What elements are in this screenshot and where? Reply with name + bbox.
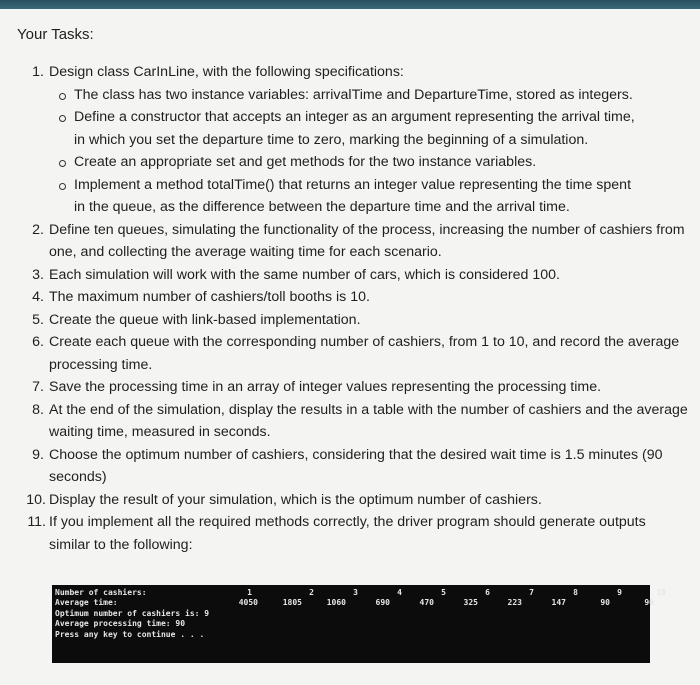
task-text: Each simulation will work with the same number of cars, which is considered 100. — [49, 266, 560, 283]
task-number: 7. — [32, 379, 44, 395]
average-time-value: 470 — [419, 598, 434, 607]
cashier-count: 1 — [247, 588, 252, 597]
task-item — [0, 399, 690, 444]
task-item — [0, 264, 690, 287]
subtask-text: Implement a method totalTime() that returns an integer value representing the time spent in the queue, as the difference between the departure time and the arrival time. — [74, 176, 632, 215]
page-title: Your Tasks: — [17, 26, 94, 43]
console-avg-label: Average time: — [55, 598, 118, 607]
cashier-count: 9 — [617, 588, 622, 597]
hollow-bullet-icon — [59, 183, 66, 190]
task-item — [0, 331, 690, 376]
task-number: 11. — [27, 514, 46, 530]
subtask-item — [49, 106, 690, 151]
task-item — [0, 219, 690, 264]
task-number: 6. — [32, 334, 44, 350]
task-list — [0, 61, 690, 556]
task-item — [0, 444, 690, 489]
cashier-count: 2 — [309, 588, 314, 597]
task-text: Save the processing time in an array of integer values representing the processing time. — [49, 379, 602, 395]
subtask-list — [49, 84, 690, 219]
subtask-text: The class has two instance variables: arrivalTime and DepartureTime, stored as integers. — [74, 86, 633, 103]
task-number: 8. — [32, 401, 44, 418]
average-time-value: 1805 — [282, 598, 302, 607]
cashier-count: 8 — [573, 588, 578, 597]
task-item — [0, 309, 690, 332]
console-output — [52, 585, 666, 663]
task-item — [0, 376, 690, 399]
average-time-value: 90 — [600, 598, 610, 607]
subtask-item — [49, 84, 690, 107]
task-number: 5. — [32, 311, 44, 328]
average-time-value: 690 — [375, 598, 390, 607]
task-item — [0, 286, 690, 309]
task-number: 1. — [32, 64, 44, 80]
task-number: 4. — [32, 289, 44, 305]
document-page — [0, 9, 700, 685]
average-time-value: 147 — [551, 598, 566, 607]
subtask-text: Create an appropriate set and get methods for the two instance variables. — [74, 154, 537, 170]
subtask-item — [49, 174, 690, 219]
task-item — [0, 61, 690, 219]
task-number: 10. — [26, 491, 46, 508]
task-text: Display the result of your simulation, which is the optimum number of cashiers. — [49, 491, 542, 508]
average-time-value: 223 — [507, 598, 522, 607]
task-text: Design class CarInLine, with the following specifications: — [49, 64, 404, 80]
average-time-value: 1060 — [326, 598, 346, 607]
task-number: 9. — [32, 446, 44, 463]
task-number: 2. — [32, 221, 44, 238]
cashier-count: 6 — [485, 588, 490, 597]
task-text: Create the queue with link-based implementation. — [49, 311, 361, 328]
cashier-count: 7 — [529, 588, 534, 597]
subtask-item — [49, 151, 690, 174]
cashier-count: 4 — [397, 588, 402, 597]
task-text: Define ten queues, simulating the functionality of the process, increasing the number of cashiers from one, and collecting the average waiting time for each scenario. — [49, 221, 685, 260]
cashier-count: 10 — [656, 588, 666, 597]
task-text: Create each queue with the corresponding number of cashiers, from 1 to 10, and record the average processing time. — [49, 334, 680, 373]
hollow-bullet-icon — [59, 93, 66, 100]
cashier-count: 5 — [441, 588, 446, 597]
task-text: If you implement all the required methods correctly, the driver program should generate outputs similar to the following: — [49, 514, 646, 553]
average-time-value: 90 — [644, 598, 654, 607]
hollow-bullet-icon — [59, 160, 66, 167]
hollow-bullet-icon — [59, 115, 66, 122]
task-text: The maximum number of cashiers/toll booths is 10. — [49, 289, 370, 305]
console-avg-processing-line: Average processing time: 90 — [55, 619, 186, 628]
average-time-value: 4050 — [238, 598, 258, 607]
subtask-text: Define a constructor that accepts an integer as an argument representing the arrival time, in which you set the departure time to zero, marking the beginning of a simulation. — [74, 109, 635, 148]
task-item — [0, 511, 690, 556]
average-time-value: 325 — [463, 598, 478, 607]
task-number: 3. — [32, 266, 44, 283]
console-optimum-line: Optimum number of cashiers is: 9 — [55, 609, 210, 618]
console-cashiers-label: Number of cashiers: — [55, 588, 147, 597]
console-continue-line: Press any key to continue . . . — [55, 630, 205, 639]
task-text: Choose the optimum number of cashiers, considering that the desired wait time is 1.5 minutes (90 seconds) — [49, 446, 663, 485]
task-text: At the end of the simulation, display the results in a table with the number of cashiers and the average waiting time, measured in seconds. — [49, 401, 688, 440]
top-bar — [0, 0, 700, 9]
cashier-count: 3 — [353, 588, 358, 597]
task-item — [0, 489, 690, 512]
